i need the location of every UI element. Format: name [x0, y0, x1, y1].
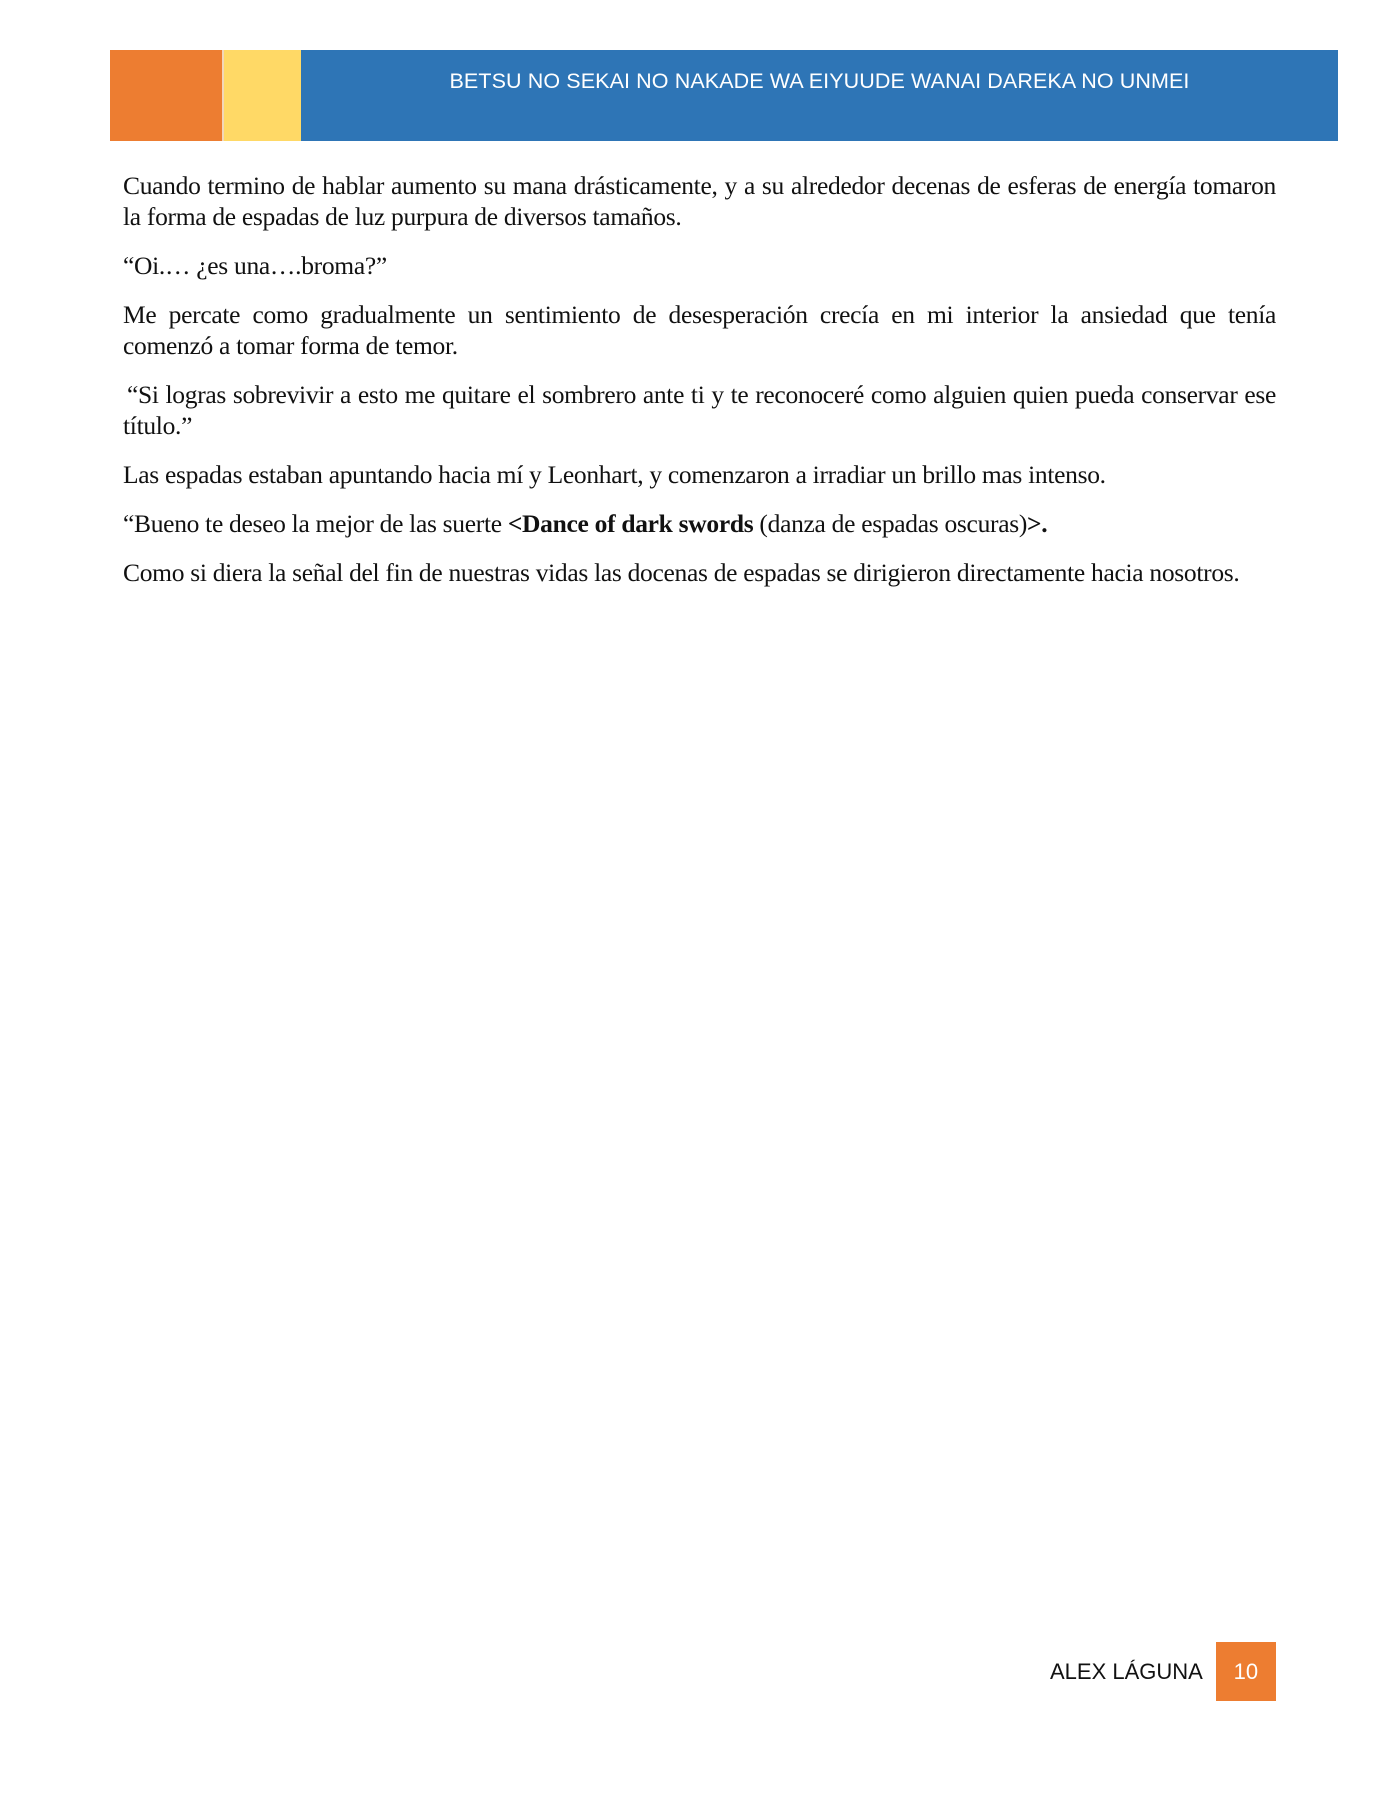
spell-close: >. [1027, 509, 1048, 538]
header-blue-band [301, 50, 1338, 141]
paragraph-2: “Oi.… ¿es una….broma?” [123, 251, 387, 280]
page-footer [1050, 1642, 1276, 1701]
paragraph-3: Me percate como gradualmente un sentimiento de desesperación crecía en mi interior la ansiedad que tenía comenzó a tomar forma de temor. [123, 300, 1276, 360]
header-title: BETSU NO SEKAI NO NAKADE WA EIYUUDE WANAI DAREKA NO UNMEI [449, 69, 1190, 93]
footer-author: ALEX LÁGUNA [1050, 1658, 1203, 1684]
document-body [123, 170, 1276, 606]
paragraph-6-lead: “Bueno te deseo la mejor de las suerte [123, 509, 508, 538]
spell-translation: (danza de espadas oscuras) [753, 509, 1028, 538]
header-orange-band [110, 50, 224, 141]
paragraph-6 [123, 508, 1276, 539]
paragraph-1: Cuando termino de hablar aumento su mana drásticamente, y a su alrededor decenas de esferas de energía tomaron la forma de espadas de luz purpura de diversos tamaños. [123, 171, 1276, 231]
header-yellow-band [224, 50, 301, 141]
spell-name: <Dance of dark swords [507, 509, 754, 538]
paragraph-5: Las espadas estaban apuntando hacia mí y Leonhart, y comenzaron a irradiar un brillo mas intenso. [123, 460, 1106, 489]
page-header [110, 50, 1338, 141]
paragraph-4: “Si logras sobrevivir a esto me quitare el sombrero ante ti y te reconoceré como alguien quien pueda conservar ese título.” [123, 380, 1276, 440]
paragraph-7: Como si diera la señal del fin de nuestras vidas las docenas de espadas se dirigieron directamente hacia nosotros. [123, 558, 1240, 587]
page-number-box [1216, 1642, 1276, 1701]
page-number: 10 [1233, 1658, 1259, 1684]
